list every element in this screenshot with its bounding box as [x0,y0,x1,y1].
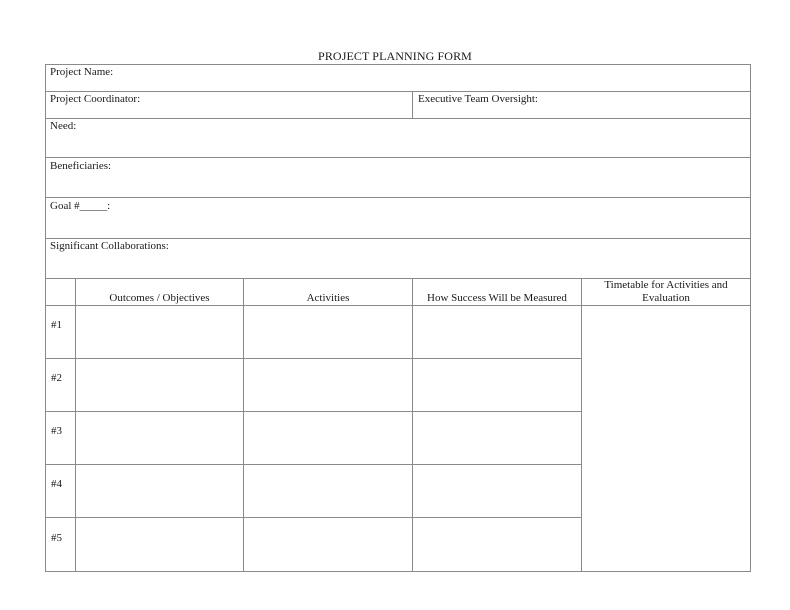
divider [45,197,751,198]
divider [45,118,751,119]
goal-field[interactable]: Goal #_____: [50,200,111,212]
divider [45,517,581,518]
divider [45,64,46,572]
significant-collaborations-field[interactable]: Significant Collaborations: [50,240,169,252]
row-label-5: #5 [51,532,62,544]
divider [412,278,413,571]
header-how-success-measured: How Success Will be Measured [427,292,567,304]
divider [412,91,413,118]
row-label-3: #3 [51,425,62,437]
page-title: PROJECT PLANNING FORM [318,49,472,63]
divider [45,91,751,92]
divider [45,411,581,412]
divider [75,278,76,571]
divider [45,464,581,465]
row-label-4: #4 [51,478,62,490]
header-outcomes-objectives: Outcomes / Objectives [109,292,210,304]
row-label-2: #2 [51,372,62,384]
divider [45,305,751,306]
divider [581,278,582,571]
divider [45,358,581,359]
divider [45,64,751,65]
divider [45,157,751,158]
beneficiaries-field[interactable]: Beneficiaries: [50,160,112,172]
executive-team-oversight-field[interactable]: Executive Team Oversight: [418,93,538,105]
divider [45,238,751,239]
header-activities: Activities [306,292,350,304]
need-field[interactable]: Need: [50,120,77,132]
project-name-field[interactable]: Project Name: [50,66,114,78]
divider [243,278,244,571]
project-coordinator-field[interactable]: Project Coordinator: [50,93,141,105]
divider [750,64,751,572]
row-label-1: #1 [51,319,62,331]
header-timetable: Timetable for Activities and Evaluation [604,279,728,304]
divider [45,571,751,572]
